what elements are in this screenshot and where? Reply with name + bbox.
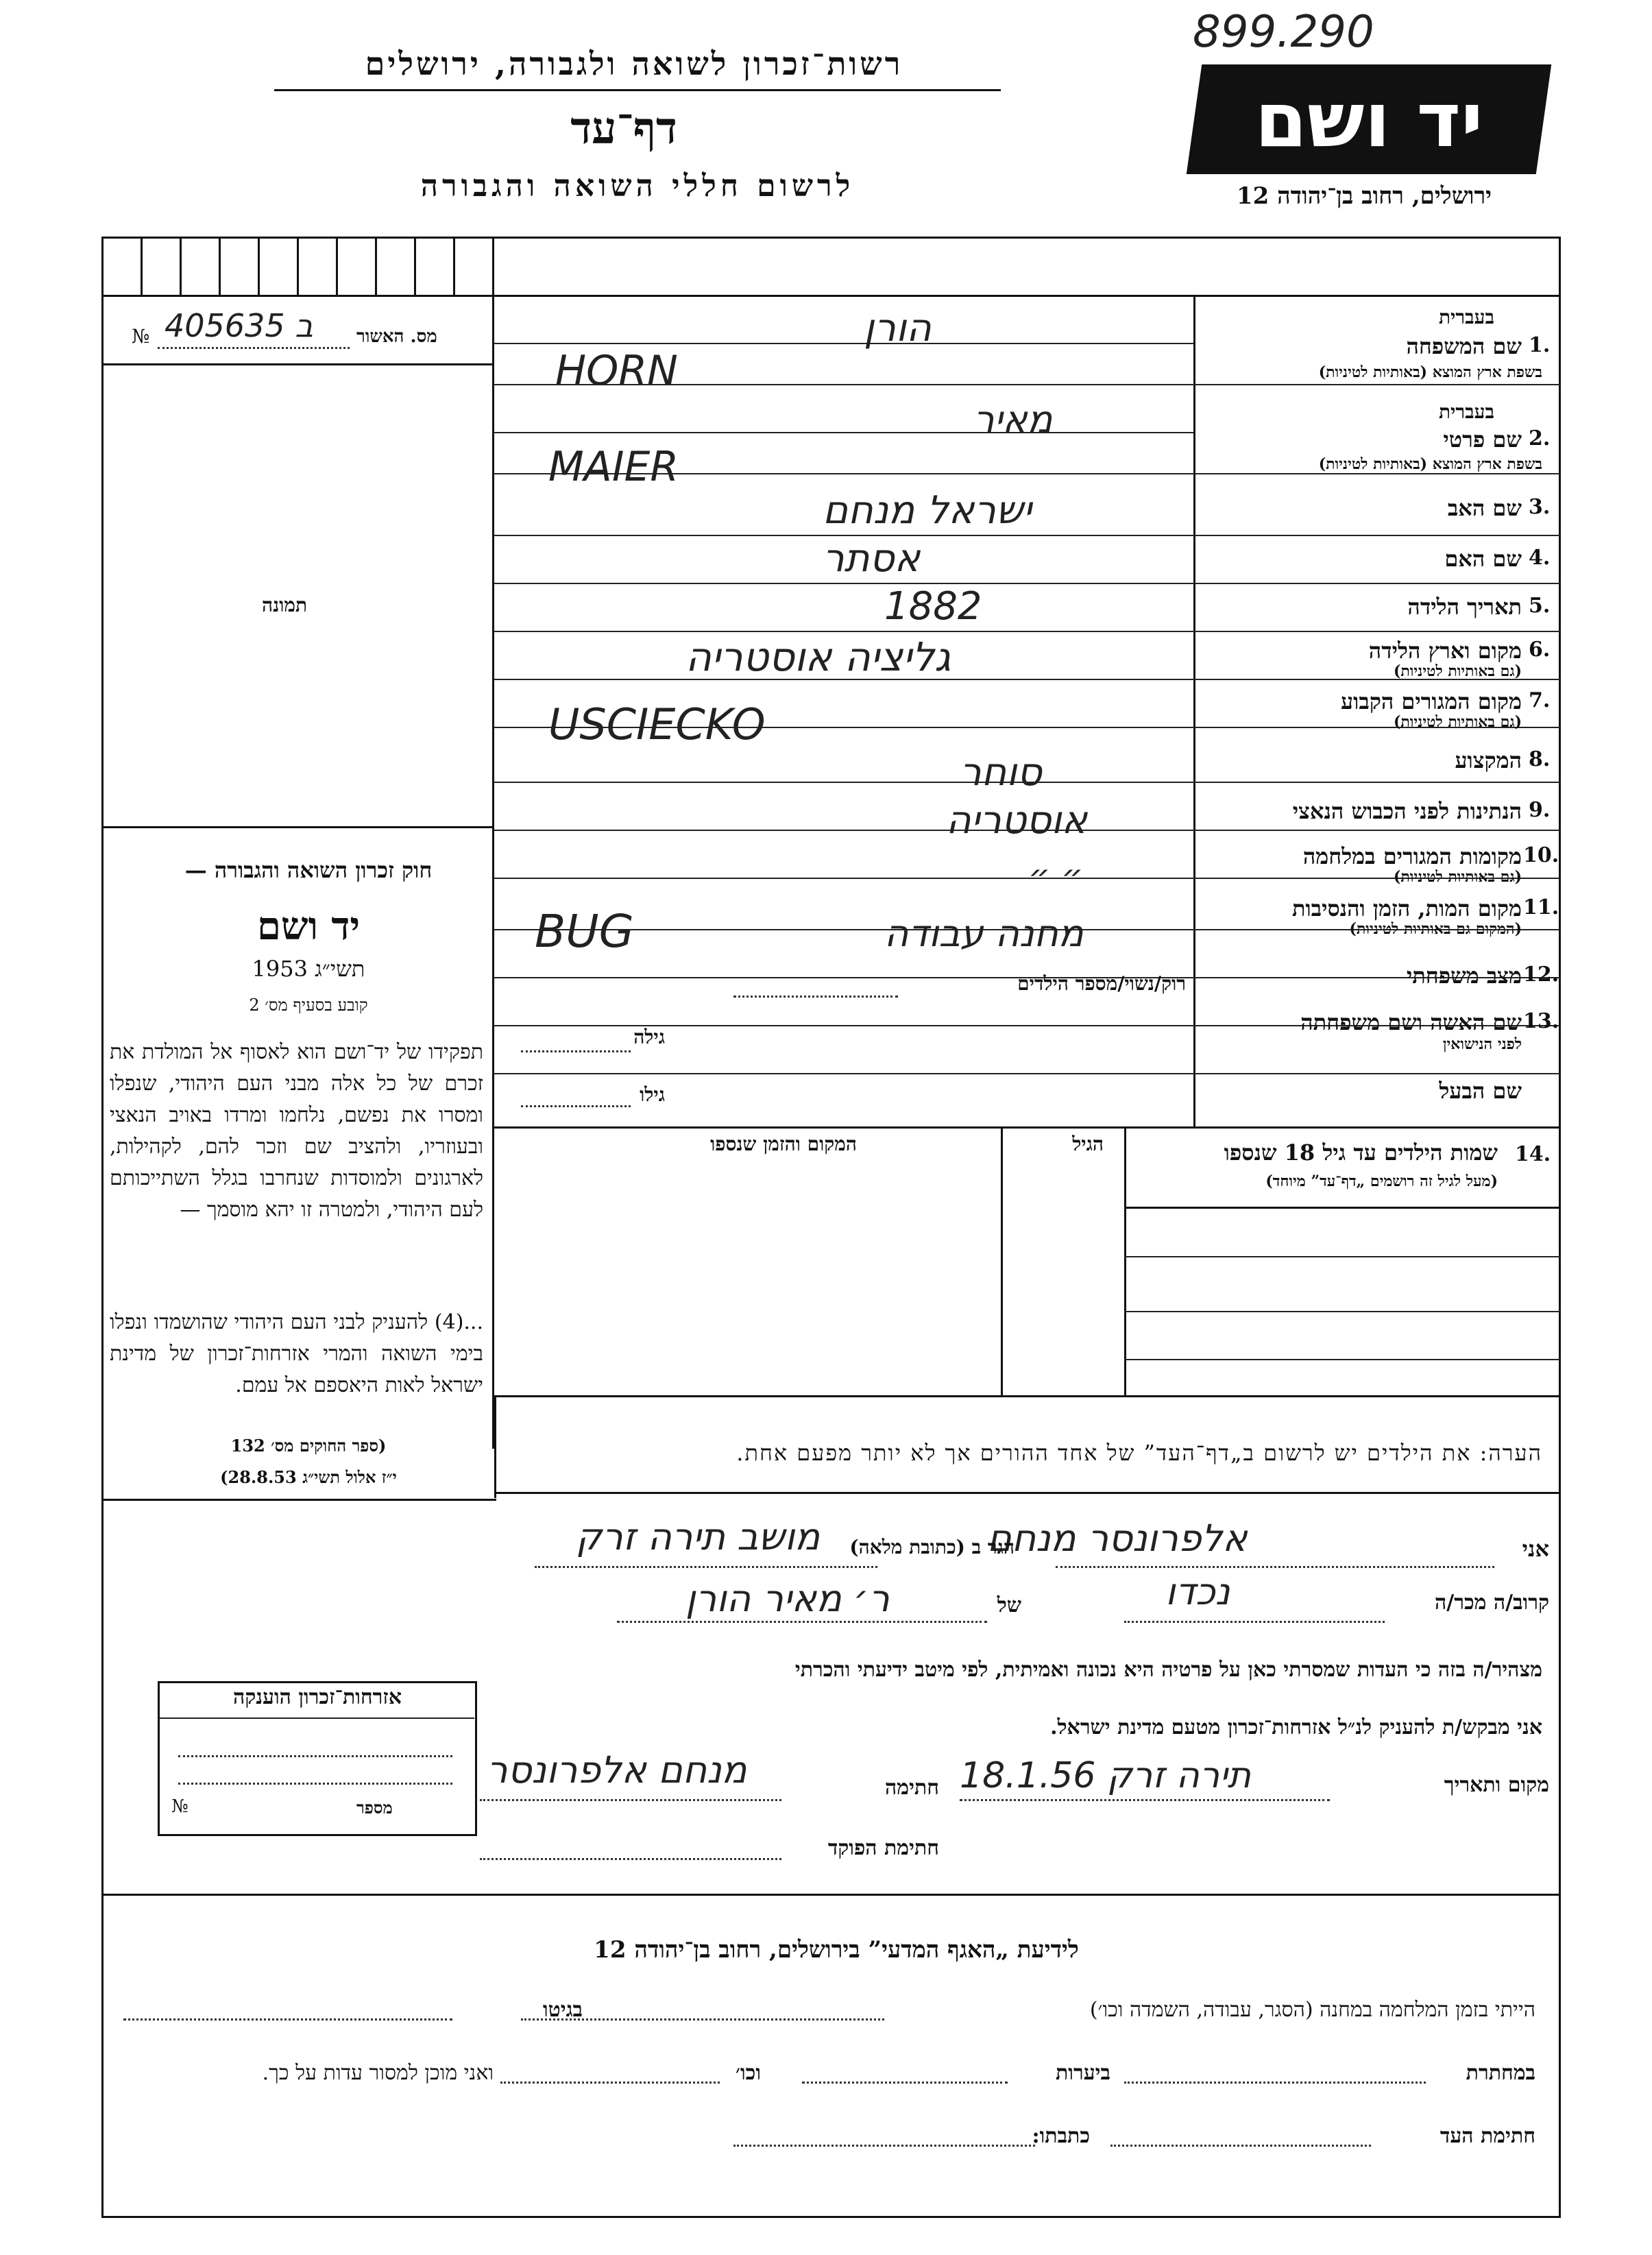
field-1-latin-value: HORN	[555, 347, 678, 395]
citizenship-box-title: אזרחות־זכרון הוענקה	[232, 1685, 402, 1709]
field-11-label: מקום המות, הזמן והנסיבות	[1291, 895, 1522, 921]
citizenship-number-label: מספר	[356, 1798, 393, 1818]
field-5-value: 1882	[884, 584, 982, 629]
field-7-value: USCIECKO	[548, 699, 766, 749]
place-date-value: תירה זרק 18.1.56	[960, 1755, 1251, 1796]
field-11-sub: (המקום גם באותיות לטיניות)	[1349, 920, 1522, 938]
field-12-value-label: רוק/נשוי/מספר הילדים	[1017, 972, 1186, 995]
field-2-latin-value: MAIER	[548, 443, 679, 491]
field-3-number: 3.	[1529, 495, 1551, 519]
law-text-2: ...(4) להעניק לבני העם היהודי שהושמדו ונפלו בימי השואה והמרי אזרחות־זכרון של מדינת ישראל לאות היאספם אל עמם.	[110, 1310, 483, 1397]
field-13-sub: לפני הנישואין	[1442, 1035, 1522, 1053]
law-text: תפקידו של יד־ושם הוא לאסוף אל המולדת את זכרם של כל אלה מבני העם היהודי, שנפלו ומסרו את נפשם, נלחמו ומרדו באויב הנאצי ובעוזריו, ולהציב שם וזכר להם, לקהילות, לארגונים ולמוסדות שנחרבו בגלל השתייכותם לעם היהודי, ולמטרה זו יהא מוסמך —	[110, 1040, 483, 1222]
residence-address: מושב תירה זרק	[576, 1515, 821, 1558]
field-6-label: מקום וארץ הלידה	[1368, 638, 1522, 664]
info-underground: במחתרת	[1466, 2061, 1535, 2085]
info-etc: וכו׳	[736, 2061, 761, 2085]
law-year: תשי״ג 1953	[252, 956, 365, 982]
field-10-sub: (גם באותיות לטיניות)	[1393, 868, 1522, 886]
citizenship-number-sign: №	[171, 1796, 189, 1817]
field-8-number: 8.	[1529, 747, 1551, 771]
field-1-label: שם המשפחה	[1406, 333, 1522, 359]
field-1-sub-hebrew: בעברית	[1438, 306, 1494, 328]
field-4-number: 4.	[1529, 546, 1551, 570]
field-1-number: 1.	[1529, 333, 1551, 357]
approval-number-sign: №	[132, 325, 150, 348]
logo-address: ירושלים, רחוב בן־יהודה 12	[1236, 182, 1492, 210]
field-2-number: 2.	[1529, 426, 1551, 450]
field-3-value: ישראל מנחם	[823, 488, 1032, 533]
field-5-number: 5.	[1529, 594, 1551, 618]
info-ready: ואני מוכן למסור עדות על כך.	[262, 2061, 494, 2085]
statement: מצהיר/ה בזה כי העדות שמסרתי כאן על פרטיה היא נכונה ואמיתית, לפי מיטב ידיעתי והכרתי	[794, 1658, 1542, 1682]
children-age-header: הגיל	[1072, 1133, 1104, 1155]
field-12-number: 12.	[1523, 963, 1559, 987]
field-1-sub: בשפת ארץ המוצא (באותיות לטיניות)	[1318, 363, 1542, 381]
form-subtitle: לרשום חללי השואה והגבורה	[420, 169, 855, 204]
law-clause: קובע בסעיף מס׳ 2	[249, 996, 368, 1015]
husband-age-label: גילו	[640, 1083, 665, 1106]
field-6-sub: (גם באותיות לטיניות)	[1393, 662, 1522, 680]
field-9-label: הנתינות לפני הכבוש הנאצי	[1292, 798, 1522, 824]
field-10-number: 10.	[1523, 843, 1559, 867]
photo-label: תמונה	[262, 594, 308, 616]
approval-number: ב 405635	[165, 307, 313, 344]
field-8-value: סוחר	[960, 750, 1042, 795]
law-source: (ספר החוקים מס׳ 132	[230, 1436, 387, 1456]
field-9-value: אוסטריה	[946, 798, 1088, 843]
relative-label: קרוב/ה מכר/ה	[1435, 1591, 1549, 1615]
law-date: י״ז אלול תשי״ג 28.8.53)	[220, 1467, 397, 1487]
field-2-sub-hebrew: בעברית	[1438, 400, 1494, 423]
info-line-1: הייתי בזמן המלחמה במחנה (הסגר, עבודה, השמדה וכו׳)	[1089, 1998, 1535, 2022]
children-sub: (מעל לגיל זה רושמים „דף־עד” מיוחד)	[1265, 1172, 1498, 1190]
witness-address-label: כתבתו:	[1032, 2124, 1090, 2148]
field-2-sub: בשפת ארץ המוצא (באותיות לטיניות)	[1318, 455, 1542, 473]
field-7-sub: (גם באותיות לטיניות)	[1393, 713, 1522, 731]
field-2-label: שם פרטי	[1443, 426, 1522, 453]
signature-value: מנחם אלפרונסר	[487, 1748, 747, 1792]
children-number: 14.	[1515, 1142, 1551, 1166]
signature-label: חתימה	[885, 1776, 939, 1800]
field-10-label: מקומות המגורים במלחמה	[1302, 843, 1522, 869]
field-1-hebrew-value: הורן	[864, 306, 932, 350]
field-3-label: שם האב	[1447, 495, 1522, 521]
declarant-label: אני	[1522, 1536, 1549, 1562]
info-heading: לידיעת „האגף המדעי” בירושלים, רחוב בן־יהודה 12	[594, 1936, 1079, 1964]
wife-age-label: גילה	[633, 1026, 665, 1048]
info-ghetto: בגיטו	[542, 1998, 583, 2022]
authority-name: רשות־זכרון לשואה ולגבורה, ירושלים	[365, 45, 903, 82]
field-8-label: המקצוע	[1455, 747, 1522, 773]
of-label: של	[997, 1593, 1021, 1617]
approval-label: מס. האשור	[356, 326, 437, 347]
archive-number: 899.290	[1193, 7, 1374, 58]
husband-label: שם הבעל	[1439, 1078, 1522, 1104]
declarant-name: אלפרונסר מנחם	[987, 1517, 1248, 1560]
witness-signature-label: חתימת העד	[1440, 2124, 1535, 2148]
logo-text: יד ושם	[1254, 76, 1483, 164]
field-4-value: אסתר	[823, 536, 921, 581]
note: הערה: את הילדים יש לרשום ב„דף־העד” של אחד ההורים אך לא יותר מפעם אחת.	[736, 1440, 1542, 1466]
field-4-label: שם האם	[1444, 546, 1522, 572]
field-13-label: שם האשה ושם משפחתה	[1300, 1009, 1522, 1035]
law-title: יד ושם	[256, 904, 361, 949]
info-forests: ביערות	[1055, 2061, 1110, 2085]
form-title: דף־עד	[570, 103, 677, 154]
residing-label: הגר ב (כתובת מלאה)	[849, 1536, 1015, 1558]
request: אני מבקש/ת להעניק לנ״ל אזרחות־זכרון מטעם מדינת ישראל.	[1050, 1715, 1542, 1739]
field-11-hebrew-value: מחנה עבודה	[884, 912, 1084, 955]
field-7-label: מקום המגורים הקבוע	[1341, 688, 1522, 714]
clerk-signature-label: חתימת הפוקד	[827, 1836, 939, 1860]
field-12-label: מצב משפחתי	[1406, 963, 1522, 989]
field-6-number: 6.	[1529, 638, 1551, 662]
children-label: שמות הילדים עד גיל 18 שנספו	[1224, 1139, 1498, 1166]
field-2-hebrew-value: מאיר	[973, 398, 1053, 441]
field-9-number: 9.	[1529, 798, 1551, 822]
children-place-header: המקום והזמן שנספו	[710, 1133, 857, 1155]
relative-value: נכדו	[1165, 1570, 1230, 1613]
field-10-value: ״ ״	[1028, 857, 1084, 897]
field-13-number: 13.	[1523, 1009, 1559, 1033]
field-5-label: תאריך הלידה	[1407, 594, 1522, 620]
field-11-value: BUG	[535, 905, 634, 958]
field-7-number: 7.	[1529, 688, 1551, 712]
law-heading: חוק זכרון השואה והגבורה —	[184, 857, 433, 883]
deceased-name: ר׳ מאיר הורן	[685, 1577, 890, 1620]
place-date-label: מקום ותאריך	[1444, 1773, 1549, 1797]
field-11-number: 11.	[1523, 895, 1559, 919]
field-6-value: גליציה אוסטריה	[685, 634, 951, 680]
